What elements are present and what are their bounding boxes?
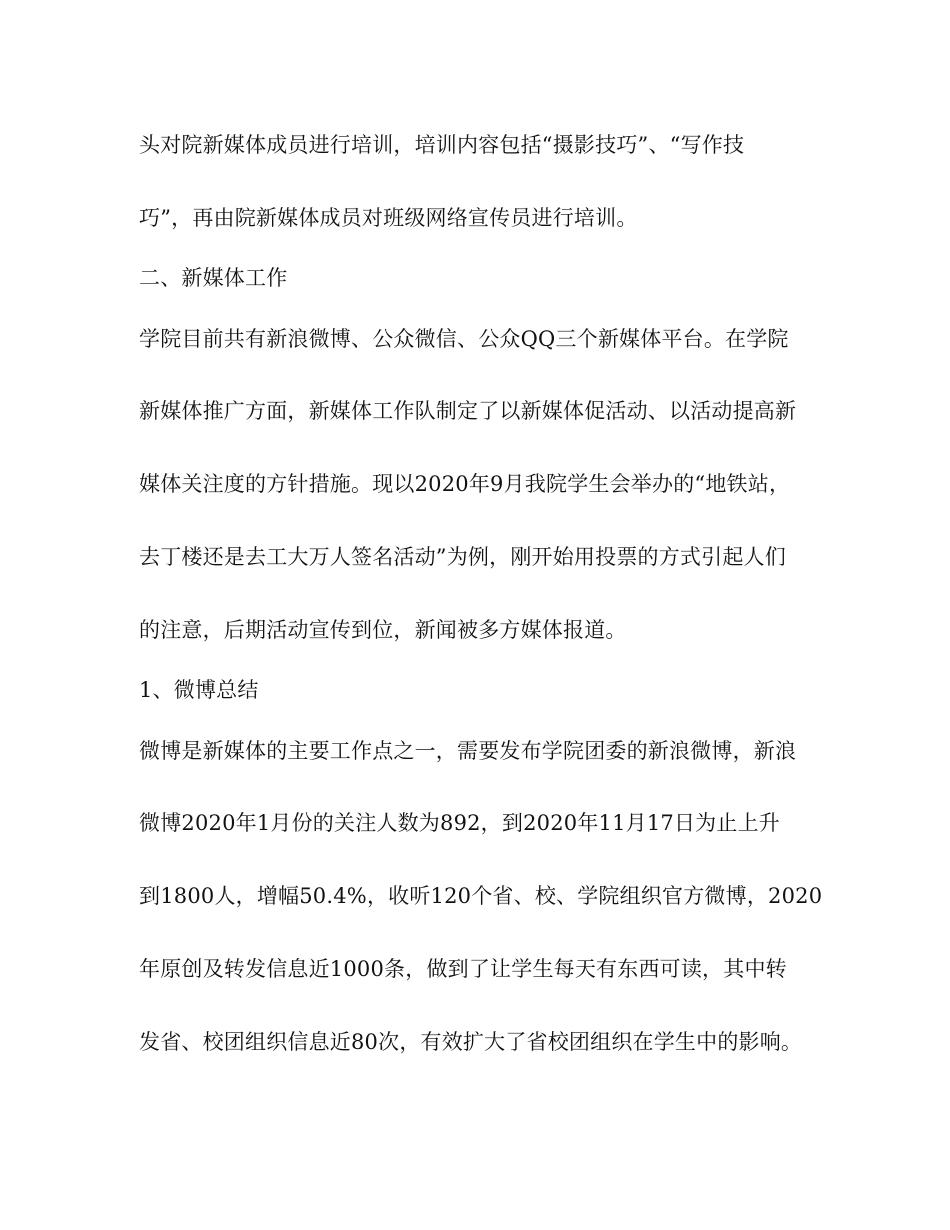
paragraph-line: 发省、校团组织信息近80次，有效扩大了省校团组织在学生中的影响。	[139, 1030, 803, 1054]
subsection-heading: 1、微博总结	[139, 678, 259, 702]
paragraph-line: 去丁楼还是去工大万人签名活动”为例，刚开始用投票的方式引起人们	[139, 545, 786, 569]
paragraph-line: 头对院新媒体成员进行培训，培训内容包括“摄影技巧”、“写作技	[139, 133, 745, 157]
paragraph-line: 微博是新媒体的主要工作点之一，需要发布学院团委的新浪微博，新浪	[139, 739, 797, 763]
paragraph-line: 微博2020年1月份的关注人数为892，到2020年11月17日为止上升	[139, 811, 780, 835]
paragraph-line: 年原创及转发信息近1000条，做到了让学生每天有东西可读，其中转	[139, 957, 787, 981]
paragraph-line: 巧”，再由院新媒体成员对班级网络宣传员进行培训。	[139, 206, 638, 230]
paragraph-line: 的注意，后期活动宣传到位，新闻被多方媒体报道。	[139, 618, 627, 642]
paragraph-line: 到1800人，增幅50.4%，收听120个省、校、学院组织官方微博，2020	[139, 884, 823, 908]
section-heading: 二、新媒体工作	[139, 266, 288, 290]
paragraph-line: 学院目前共有新浪微博、公众微信、公众QQ三个新媒体平台。在学院	[139, 327, 789, 351]
paragraph-line: 媒体关注度的方针措施。现以2020年9月我院学生会举办的“地铁站，	[139, 472, 791, 496]
paragraph-line: 新媒体推广方面，新媒体工作队制定了以新媒体促活动、以活动提高新	[139, 399, 797, 423]
